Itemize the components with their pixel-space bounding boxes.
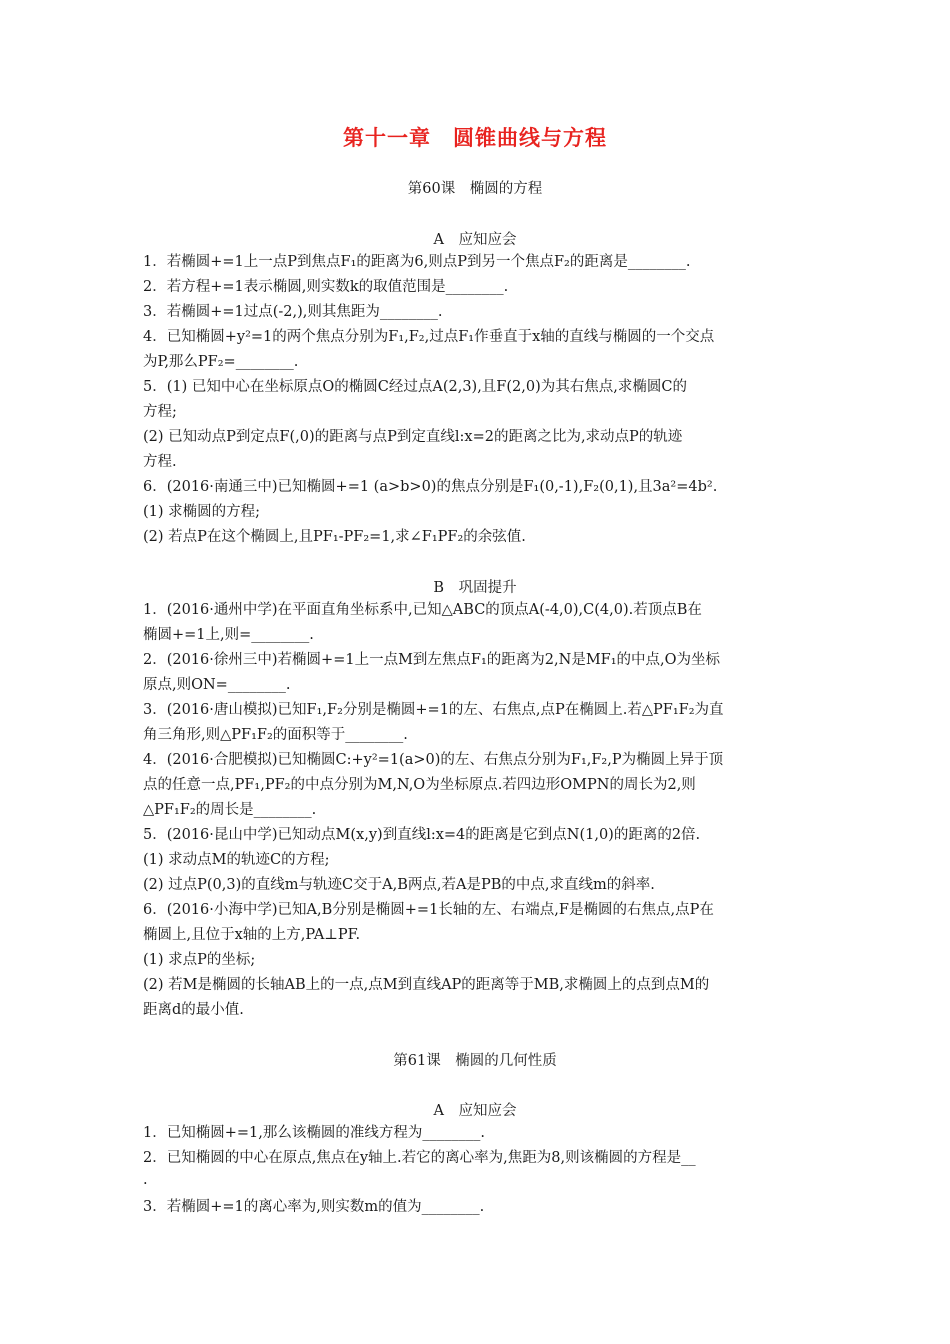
- l60b-line-14: 椭圆上,且位于x轴的上方,PA⊥PF.: [143, 927, 361, 943]
- l60a-line-11: (1) 求椭圆的方程;: [143, 504, 261, 520]
- l60b-line-4: 原点,则ON=________.: [143, 677, 291, 693]
- l60b-line-8: 点的任意一点,PF₁,PF₂的中点分别为M,N,O为坐标原点.若四边形OMPN的周长为2,则: [143, 777, 696, 793]
- lesson-60-section-a-title: A 应知应会: [433, 232, 517, 248]
- l60b-line-2: 椭圆+=1上,则=________.: [143, 627, 314, 643]
- chapter-title: 第十一章 圆锥曲线与方程: [343, 126, 607, 150]
- l60a-line-12: (2) 若点P在这个椭圆上,且PF₁-PF₂=1,求∠F₁PF₂的余弦值.: [143, 529, 526, 545]
- l60b-line-1: 1．(2016·通州中学)在平面直角坐标系中,已知△ABC的顶点A(-4,0),C(4,0).若顶点B在: [143, 602, 702, 618]
- lesson-60-section-b-title: B 巩固提升: [433, 580, 517, 596]
- l60b-line-6: 角三角形,则△PF₁F₂的面积等于________.: [143, 727, 408, 743]
- lesson-61-section-a-title: A 应知应会: [433, 1103, 517, 1119]
- lesson-60-title: 第60课 椭圆的方程: [407, 181, 543, 197]
- l60a-line-4: 4．已知椭圆+y²=1的两个焦点分别为F₁,F₂,过点F₁作垂直于x轴的直线与椭圆的一个交点: [143, 329, 715, 345]
- l60a-line-10: 6．(2016·南通三中)已知椭圆+=1 (a>b>0)的焦点分别是F₁(0,-1),F₂(0,1),且3a²=4b².: [143, 479, 718, 495]
- l60b-line-3: 2．(2016·徐州三中)若椭圆+=1上一点M到左焦点F₁的距离为2,N是MF₁的中点,O为坐标: [143, 652, 721, 668]
- l61a-line-1: 1．已知椭圆+=1,那么该椭圆的准线方程为________.: [143, 1125, 485, 1141]
- l60a-line-5: 为P,那么PF₂=________.: [143, 354, 299, 370]
- l60b-line-13: 6．(2016·小海中学)已知A,B分别是椭圆+=1长轴的左、右端点,F是椭圆的右焦点,点P在: [143, 902, 714, 918]
- l60a-line-3: 3．若椭圆+=1过点(-2,),则其焦距为________.: [143, 304, 443, 320]
- lesson-61-title: 第61课 椭圆的几何性质: [393, 1053, 557, 1069]
- l60b-line-9: △PF₁F₂的周长是________.: [143, 802, 317, 818]
- l60b-line-11: (1) 求动点M的轨迹C的方程;: [143, 852, 330, 868]
- l60b-line-15: (1) 求点P的坐标;: [143, 952, 256, 968]
- l60b-line-10: 5．(2016·昆山中学)已知动点M(x,y)到直线l:x=4的距离是它到点N(1,0)的距离的2倍.: [143, 827, 701, 843]
- l60a-line-1: 1．若椭圆+=1上一点P到焦点F₁的距离为6,则点P到另一个焦点F₂的距离是________.: [143, 254, 691, 270]
- l60b-line-16: (2) 若M是椭圆的长轴AB上的一点,点M到直线AP的距离等于MB,求椭圆上的点到点M的: [143, 977, 710, 993]
- l61a-line-3: .: [143, 1172, 148, 1188]
- l60a-line-9: 方程.: [143, 454, 177, 470]
- l60b-line-12: (2) 过点P(0,3)的直线m与轨迹C交于A,B两点,若A是PB的中点,求直线m的斜率.: [143, 877, 655, 893]
- l60b-line-7: 4．(2016·合肥模拟)已知椭圆C:+y²=1(a>0)的左、右焦点分别为F₁,F₂,P为椭圆上异于顶: [143, 752, 724, 768]
- l60a-line-8: (2) 已知动点P到定点F(,0)的距离与点P到定直线l:x=2的距离之比为,求动点P的轨迹: [143, 429, 683, 445]
- l60a-line-6: 5．(1) 已知中心在坐标原点O的椭圆C经过点A(2,3),且F(2,0)为其右焦点,求椭圆C的: [143, 379, 687, 395]
- l60b-line-17: 距离d的最小值.: [143, 1002, 244, 1018]
- l60a-line-2: 2．若方程+=1表示椭圆,则实数k的取值范围是________.: [143, 279, 509, 295]
- l61a-line-4: 3．若椭圆+=1的离心率为,则实数m的值为________.: [143, 1199, 485, 1215]
- l61a-line-2: 2．已知椭圆的中心在原点,焦点在y轴上.若它的离心率为,焦距为8,则该椭圆的方程是__: [143, 1150, 696, 1166]
- l60a-line-7: 方程;: [143, 404, 177, 420]
- l60b-line-5: 3．(2016·唐山模拟)已知F₁,F₂分别是椭圆+=1的左、右焦点,点P在椭圆上.若△PF₁F₂为直: [143, 702, 724, 718]
